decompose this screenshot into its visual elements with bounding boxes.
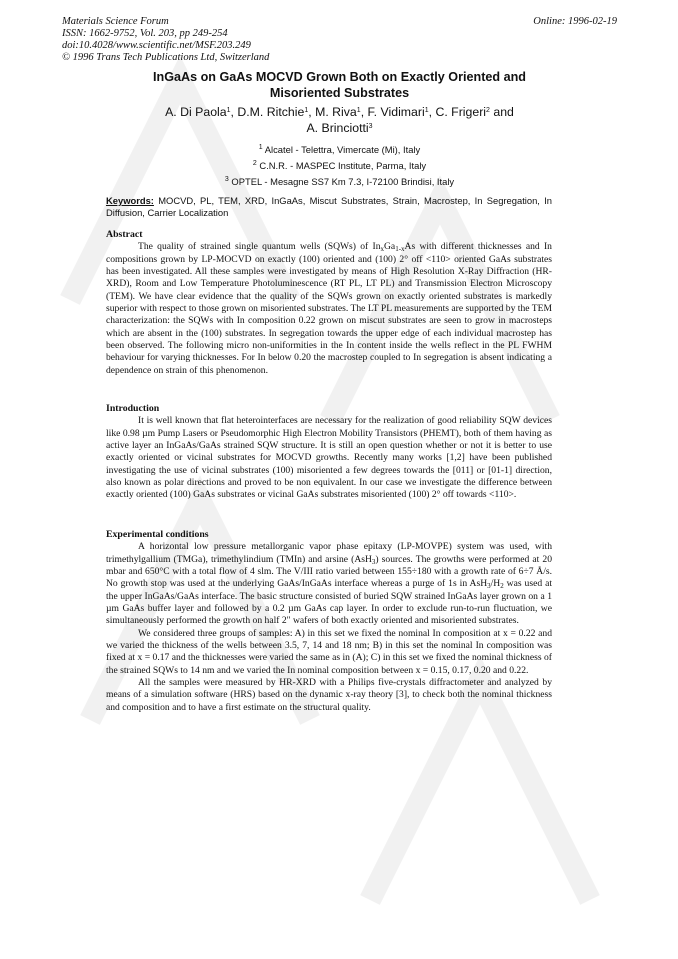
doi-line: doi:10.4028/www.scientific.net/MSF.203.249 xyxy=(62,40,251,51)
authors-line-1: A. Di Paola$^1$, D.M. Ritchie$^1$, M. Riva$^1$, F. Vidimari$^1$, C. Frigeri$^2$ and xyxy=(165,105,514,119)
introduction-heading: Introduction xyxy=(106,403,160,414)
subscript: x xyxy=(380,245,384,254)
author-name: C. Frigeri xyxy=(435,105,487,119)
online-date: Online: 1996-02-19 xyxy=(533,16,617,27)
author-affil-mark: 1 xyxy=(356,107,361,114)
author-name: M. Riva xyxy=(315,105,357,119)
paper-title xyxy=(62,69,617,101)
authors-and: and xyxy=(493,105,514,119)
subscript: 1-x xyxy=(395,245,405,254)
experimental-text: A horizontal low pressure metallorganic vapor phase epitaxy (LP-MOVPE) system was used, with trimethylgallium (TMGa), trimethylindium (TMIn) and arsine (AsH xyxy=(106,541,552,565)
affiliation-1 xyxy=(62,142,617,158)
abstract-section xyxy=(106,229,552,377)
affiliation-mark: 1 xyxy=(258,144,263,151)
abstract-text: As with different thicknesses and In compositions grown by LP-MOCVD on exactly (100) oriented and (100) 2° off <110> oriented GaAs substrates has been investigated. All these samples were investigated by means of High Resolution X-Ray Diffraction (HR-XRD), Room and Low Temperature Photoluminescence (RT PL, LT PL) and Transmission Electron Microscopy (TEM). We have clear evidence that the quality of the SQWs grown on exactly oriented substrates is markedly superior with respect to those grown on misoriented substrates. The LT PL measurements are supported by the TEM characterization: the SQWs with In composition 0.22 grown on miscut substrates are seen to grow in macrosteps which are absent in the (100) substrates. In segregation towards the upper edge of each individual macrostep has been observed. The following micro non-uniformities in the In content inside the wells reflect in the PL FWHM behaviour for varying thicknesses. For In below 0.20 the macrostep coupled to In segregation is absent indicating a dependence on strain of this phenomenon. xyxy=(106,241,552,376)
journal-header xyxy=(62,16,617,64)
abstract-text: Ga xyxy=(384,241,396,253)
experimental-heading: Experimental conditions xyxy=(106,529,209,540)
keywords-label: Keywords: xyxy=(106,195,154,206)
author-name: A. Di Paola xyxy=(165,105,227,119)
author-affil-mark: 2 xyxy=(486,107,490,114)
experimental-text: was used at the upper InGaAs/GaAs interface. The basic structure consisted of buried SQW strained InGaAs layer grown on a 1 µm GaAs buffer layer and followed by a 0.2 µm GaAs cap layer. In order to exclude run-to-run fluctuation, we simultaneously performed the growth on half 2" wafers of both exactly oriented and misoriented substrates. xyxy=(106,578,552,627)
author-name: D.M. Ritchie xyxy=(237,105,305,119)
introduction-paragraph: It is well known that flat heterointerfaces are necessary for the realization of good reliability SQW devices like 0.98 µm Pump Lasers or Pseudomorphic High Electron Mobility Transistors (PHEMT), both of them having as active layer an InGaAs/GaAs strained SQW structure. It is still an open question whether or not it is better to use exactly oriented or vicinal substrates for MOCVD growths. Recently many works [1,2] have been published investigating the use of vicinal substrates (100) misoriented a few degrees towards the [011] or [01-1] direction, also known as polar directions and proved to be non equivalent. In our case we investigate the difference between exactly oriented (100) GaAs substrates or vicinal GaAs substrates misoriented (100) 2° off towards <110>. xyxy=(106,415,552,501)
author-list xyxy=(62,104,617,136)
experimental-paragraph-2: We considered three groups of samples: A) in this set we fixed the nominal In composition at x = 0.22 and we varied the thickness of the wells between 3.5, 7, 14 and 18 nm; B) in this set the nominal In composition was fixed at x = 0.17 and the thicknesses were varied the same as in (A); C) in this set we fixed the nominal thickness of the strained SQWs to 14 nm and we varied the In nominal composition between x = 0.15, 0.17, 0.20 and 0.22. xyxy=(106,627,552,676)
author-affil-mark: 1 xyxy=(424,107,429,114)
keywords-text: MOCVD, PL, TEM, XRD, InGaAs, Miscut Substrates, Strain, Macrostep, In Segregation, In Diffusion, Carrier Localization xyxy=(106,195,552,219)
author-affil-mark: 1 xyxy=(226,107,231,114)
experimental-section xyxy=(106,529,552,714)
author-affil-mark: 1 xyxy=(304,107,309,114)
issn-line: ISSN: 1662-9752, Vol. 203, pp 249-254 xyxy=(62,28,228,39)
abstract-paragraph xyxy=(106,241,552,377)
subscript: 2 xyxy=(500,582,504,591)
experimental-paragraph-1 xyxy=(106,541,552,627)
author-name: F. Vidimari xyxy=(367,105,425,119)
affiliation-2 xyxy=(62,158,617,174)
affiliation-3 xyxy=(62,174,617,190)
title-line-1: InGaAs on GaAs MOCVD Grown Both on Exactly Oriented and xyxy=(153,70,526,84)
affiliation-text: Alcatel - Telettra, Vimercate (Mi), Italy xyxy=(264,144,421,155)
copyright-line: © 1996 Trans Tech Publications Ltd, Switzerland xyxy=(62,52,270,63)
introduction-section xyxy=(106,403,552,502)
experimental-text: /H xyxy=(490,578,501,590)
author-name: A. Brinciotti xyxy=(306,121,369,135)
author-affil-mark: 3 xyxy=(368,123,373,130)
subscript: 3 xyxy=(371,557,376,566)
title-line-2: Misoriented Substrates xyxy=(269,86,410,100)
affiliation-text: C.N.R. - MASPEC Institute, Parma, Italy xyxy=(259,160,427,171)
keywords-block xyxy=(106,195,552,220)
affiliation-mark: 2 xyxy=(252,160,257,167)
affiliation-text: OPTEL - Mesagne SS7 Km 7.3, I-72100 Brindisi, Italy xyxy=(231,176,455,187)
journal-name: Materials Science Forum xyxy=(62,16,169,27)
abstract-heading: Abstract xyxy=(106,229,143,240)
affiliation-list xyxy=(62,142,617,190)
authors-line-2 xyxy=(62,120,617,136)
affiliation-mark: 3 xyxy=(224,176,229,183)
subscript: 3 xyxy=(487,582,491,591)
experimental-paragraph-3: All the samples were measured by HR-XRD with a Philips five-crystals diffractometer and analyzed by means of a simulation software (HRS) based on the dynamic x-ray theory [3], to check both the nominal thickness and composition and to have a first estimate on the structural quality. xyxy=(106,677,552,713)
abstract-text: The quality of strained single quantum wells (SQWs) of In xyxy=(138,241,381,253)
experimental-text: ) sources. The growths were performed at 20 mbar and 650°C with a total flow of 4 slm. The V/III ratio varied between 155÷180 with a growth rate of 6÷7 Å/s. No growth stop was used at the underlying GaAs/InGaAs interface whereas a purge of 1s in AsH xyxy=(106,553,552,590)
